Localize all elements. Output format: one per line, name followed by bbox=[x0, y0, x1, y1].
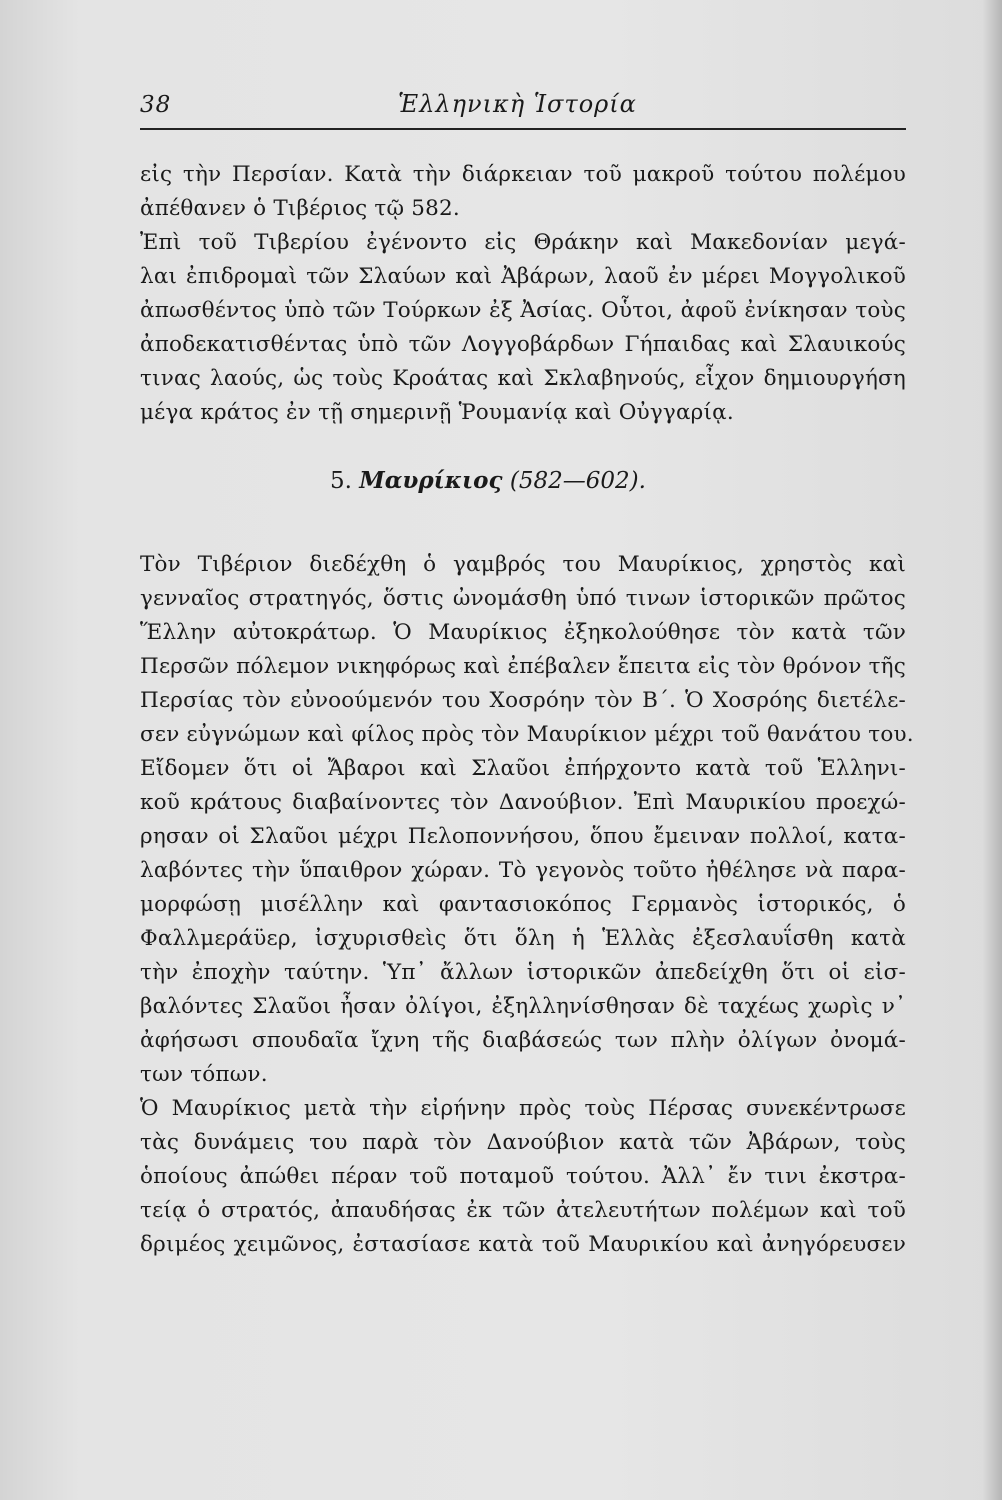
paragraph-1 bbox=[140, 158, 906, 226]
running-title: Ἑλληνικὴ Ἱστορία bbox=[398, 90, 637, 118]
text-line: των τόπων. bbox=[140, 1062, 268, 1087]
text-line: ἀποδεκατισθέντας ὑπὸ τῶν Λογγοβάρδων Γήπαιδας καὶ Σλαυικούς bbox=[140, 332, 906, 357]
section-number: 5. bbox=[330, 468, 352, 494]
text-line: μορφώσῃ μισέλλην καὶ φαντασιοκόπος Γερμανὸς ἱστορικός, ὁ bbox=[140, 892, 906, 917]
paragraph-2 bbox=[140, 226, 906, 430]
page-header bbox=[140, 88, 906, 130]
section-dates: (582—602). bbox=[509, 468, 646, 494]
text-line: ὁποίους ἀπώθει πέραν τοῦ ποταμοῦ τούτου. Ἀλλ᾿ ἔν τινι ἐκστρα- bbox=[140, 1164, 906, 1189]
text-line: Περσῶν πόλεμον νικηφόρως καὶ ἐπέβαλεν ἔπειτα εἰς τὸν θρόνον τῆς bbox=[140, 654, 906, 679]
text-line: εἰς τὴν Περσίαν. Κατὰ τὴν διάρκειαν τοῦ μακροῦ τούτου πολέμου bbox=[140, 162, 906, 187]
spine-shadow bbox=[982, 0, 1002, 1500]
paragraph-3 bbox=[140, 548, 914, 752]
text-line: λαβόντες τὴν ὕπαιθρον χώραν. Τὸ γεγονὸς τοῦτο ἠθέλησε νὰ παρα- bbox=[140, 858, 906, 883]
text-line: Ἕλλην αὐτοκράτωρ. Ὁ Μαυρίκιος ἐξηκολούθησε τὸν κατὰ τῶν bbox=[140, 620, 906, 645]
text-line: Περσίας τὸν εὐνοούμενόν του Χοσρόην τὸν Β΄. Ὁ Χοσρόης διετέλε- bbox=[140, 688, 906, 713]
text-line: Τὸν Τιβέριον διεδέχθη ὁ γαμβρός του Μαυρίκιος, χρηστὸς καὶ bbox=[140, 552, 906, 577]
text-line: Ὁ Μαυρίκιος μετὰ τὴν εἰρήνην πρὸς τοὺς Πέρσας συνεκέντρωσε bbox=[140, 1096, 906, 1121]
text-line: ἀφήσωσι σπουδαῖα ἴχνη τῆς διαβάσεώς των πλὴν ὀλίγων ὀνομά- bbox=[140, 1028, 906, 1053]
text-line: λαι ἐπιδρομαὶ τῶν Σλαύων καὶ Ἀβάρων, λαοῦ ἐν μέρει Μογγολικοῦ bbox=[140, 264, 906, 289]
text-line: ἀπέθανεν ὁ Τιβέριος τῷ 582. bbox=[140, 196, 460, 221]
text-line: ἀπωσθέντος ὑπὸ τῶν Τούρκων ἐξ Ἀσίας. Οὗτοι, ἀφοῦ ἐνίκησαν τοὺς bbox=[140, 298, 906, 323]
text-line: Φαλλμεράϋερ, ἰσχυρισθεὶς ὅτι ὅλη ἡ Ἑλλὰς ἐξεσλαυΐσθη κατὰ bbox=[140, 926, 906, 951]
paragraph-5 bbox=[140, 1092, 906, 1262]
text-line: τὰς δυνάμεις του παρὰ τὸν Δανούβιον κατὰ τῶν Ἀβάρων, τοὺς bbox=[140, 1130, 906, 1155]
text-line: κοῦ κράτους διαβαίνοντες τὸν Δανούβιον. Ἐπὶ Μαυρικίου προεχώ- bbox=[140, 790, 906, 815]
paragraph-4 bbox=[140, 752, 906, 1092]
section-heading bbox=[330, 467, 646, 494]
text-line: Εἴδομεν ὅτι οἱ Ἄβαροι καὶ Σλαῦοι ἐπήρχοντο κατὰ τοῦ Ἑλληνι- bbox=[140, 756, 906, 781]
text-line: δριμέος χειμῶνος, ἐστασίασε κατὰ τοῦ Μαυρικίου καὶ ἀνηγόρευσεν bbox=[140, 1232, 906, 1257]
body-text bbox=[140, 158, 914, 1262]
text-line: βαλόντες Σλαῦοι ἦσαν ὀλίγοι, ἐξηλληνίσθησαν δὲ ταχέως χωρὶς ν᾿ bbox=[140, 994, 906, 1019]
text-line: σεν εὐγνώμων καὶ φίλος πρὸς τὸν Μαυρίκιον μέχρι τοῦ θανάτου του. bbox=[140, 722, 914, 747]
text-line: Ἐπὶ τοῦ Τιβερίου ἐγένοντο εἰς Θράκην καὶ Μακεδονίαν μεγά- bbox=[140, 230, 906, 255]
section-name: Μαυρίκιος bbox=[359, 467, 503, 494]
text-line: μέγα κράτος ἐν τῇ σημερινῇ Ῥουμανίᾳ καὶ Οὐγγαρίᾳ. bbox=[140, 400, 734, 425]
text-line: τὴν ἐποχὴν ταύτην. Ὑπ᾿ ἄλλων ἱστορικῶν ἀπεδείχθη ὅτι οἱ εἰσ- bbox=[140, 960, 906, 985]
section-heading-block bbox=[140, 430, 906, 548]
text-line: τείᾳ ὁ στρατός, ἀπαυδήσας ἐκ τῶν ἀτελευτήτων πολέμων καὶ τοῦ bbox=[140, 1198, 906, 1223]
text-line: γενναῖος στρατηγός, ὅστις ὠνομάσθη ὑπό τινων ἱστορικῶν πρῶτος bbox=[140, 586, 906, 611]
page-number: 38 bbox=[140, 92, 172, 118]
text-line: τινας λαούς, ὡς τοὺς Κροάτας καὶ Σκλαβηνούς, εἶχον δημιουργήση bbox=[140, 366, 906, 391]
text-line: ρησαν οἱ Σλαῦοι μέχρι Πελοποννήσου, ὅπου ἔμειναν πολλοί, κατα- bbox=[140, 824, 906, 849]
